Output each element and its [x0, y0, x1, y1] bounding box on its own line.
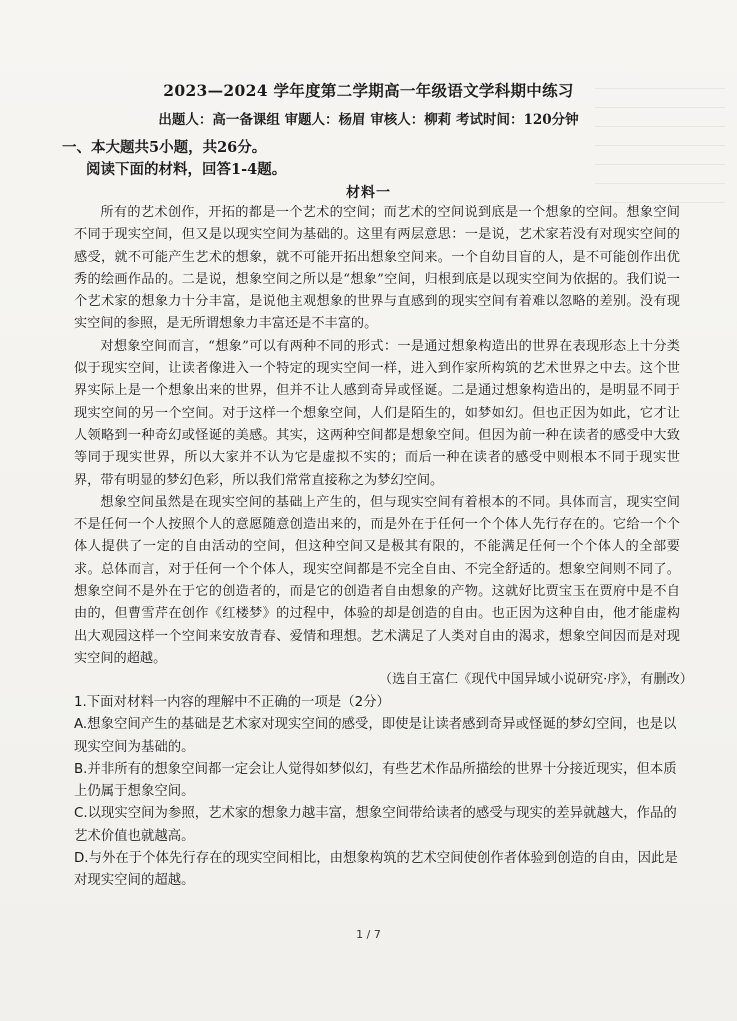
- material-paragraph: 对想象空间而言，“想象”可以有两种不同的形式：一是通过想象构造出的世界在表现形态上十分类似于现实空间，让读者像进入一个特定的现实空间一样，进入到作家所构筑的艺术世界之中去。这个世界实际上是一个想象出来的世界，但并不让人感到奇异或怪诞。二是通过想象构造出的，是明显不同于现实空间的另一个空间。对于这样一个想象空间，人们是陌生的，如梦如幻。但也正因为如此，它才让人领略到一种奇幻或怪诞的美感。其实，这两种空间都是想象空间。但因为前一种在读者的感受中大致等同于现实世界，所以大家并不认为它是虚拟不实的；而后一种在读者的感受中则根本不同于现实世界，带有明显的梦幻色彩，所以我们常常直接称之为梦幻空间。: [74, 338, 680, 488]
- material-title: 材料一: [346, 185, 391, 201]
- exam-meta: 出题人：高一备课组 审题人：杨眉 审核人：柳莉 考试时间：120分钟: [158, 112, 579, 128]
- section-instruction: 阅读下面的材料，回答1-4题。: [86, 161, 287, 178]
- question-stem: 1.下面对材料一内容的理解中不正确的一项是（2分）: [74, 695, 390, 710]
- question-block: [74, 692, 680, 893]
- material-paragraph: 想象空间虽然是在现实空间的基础上产生的，但与现实空间有着根本的不同。具体而言，现实空间不是任何一个人按照个人的意愿随意创造出来的，而是外在于任何一个个体人先行存在的。它给一个个体人提供了一定的自由活动的空间，但这种空间又是极其有限的，不能满足任何一个个体人的全部要求。总体而言，对于任何一个个体人，现实空间都是不完全自由、不完全舒适的。想象空间则不同了。想象空间不是外在于它的创造者的，而是它的创造者自由想象的产物。这就好比贾宝玉在贾府中是不自由的，但曹雪芹在创作《红楼梦》的过程中，体验的却是创造的自由。也正因为这种自由，他才能虚构出大观园这样一个空间来安放青春、爱情和理想。艺术满足了人类对自由的渴求，想象空间因而是对现实空间的超越。: [74, 494, 680, 666]
- option-b: B.并非所有的想象空间都一定会让人觉得如梦似幻，有些艺术作品所描绘的世界十分接近现实，但本质上仍属于想象空间。: [74, 761, 677, 800]
- option-c: C.以现实空间为参照，艺术家的想象力越丰富，想象空间带给读者的感受与现实的差异就越大，作品的艺术价值也就越高。: [74, 806, 677, 844]
- option-d: D.与外在于个体先行存在的现实空间相比，由想象构筑的艺术空间使创作者体验到创造的自由，因此是对现实空间的超越。: [74, 851, 678, 889]
- page-number: 1 / 7: [356, 928, 381, 941]
- option-a: A.想象空间产生的基础是艺术家对现实空间的感受，即使是让读者感到奇异或怪诞的梦幻空间，也是以现实空间为基础的。: [74, 717, 677, 755]
- material-body: [74, 202, 680, 670]
- material-paragraph: 所有的艺术创作，开拓的都是一个艺术的空间；而艺术的空间说到底是一个想象的空间。想象空间不同于现实空间，但又是以现实空间为基础的。这里有两层意思：一是说，艺术家若没有对现实空间的感受，就不可能产生艺术的想象，就不可能开拓出想象空间来。一个自幼目盲的人，是不可能创作出优秀的绘画作品的。二是说，想象空间之所以是“想象”空间，归根到底是以现实空间为依据的。我们说一个艺术家的想象力十分丰富，是说他主观想象的世界与直感到的现实空间有着难以忽略的差别。没有现实空间的参照，是无所谓想象力丰富还是不丰富的。: [74, 205, 680, 332]
- material-source: （选自王富仁《现代中国异域小说研究·序》，有删改）: [378, 672, 693, 687]
- page-title: 2023—2024 学年度第二学期高一年级语文学科期中练习: [163, 81, 574, 100]
- section-heading: 一、本大题共5小题，共26分。: [62, 139, 267, 156]
